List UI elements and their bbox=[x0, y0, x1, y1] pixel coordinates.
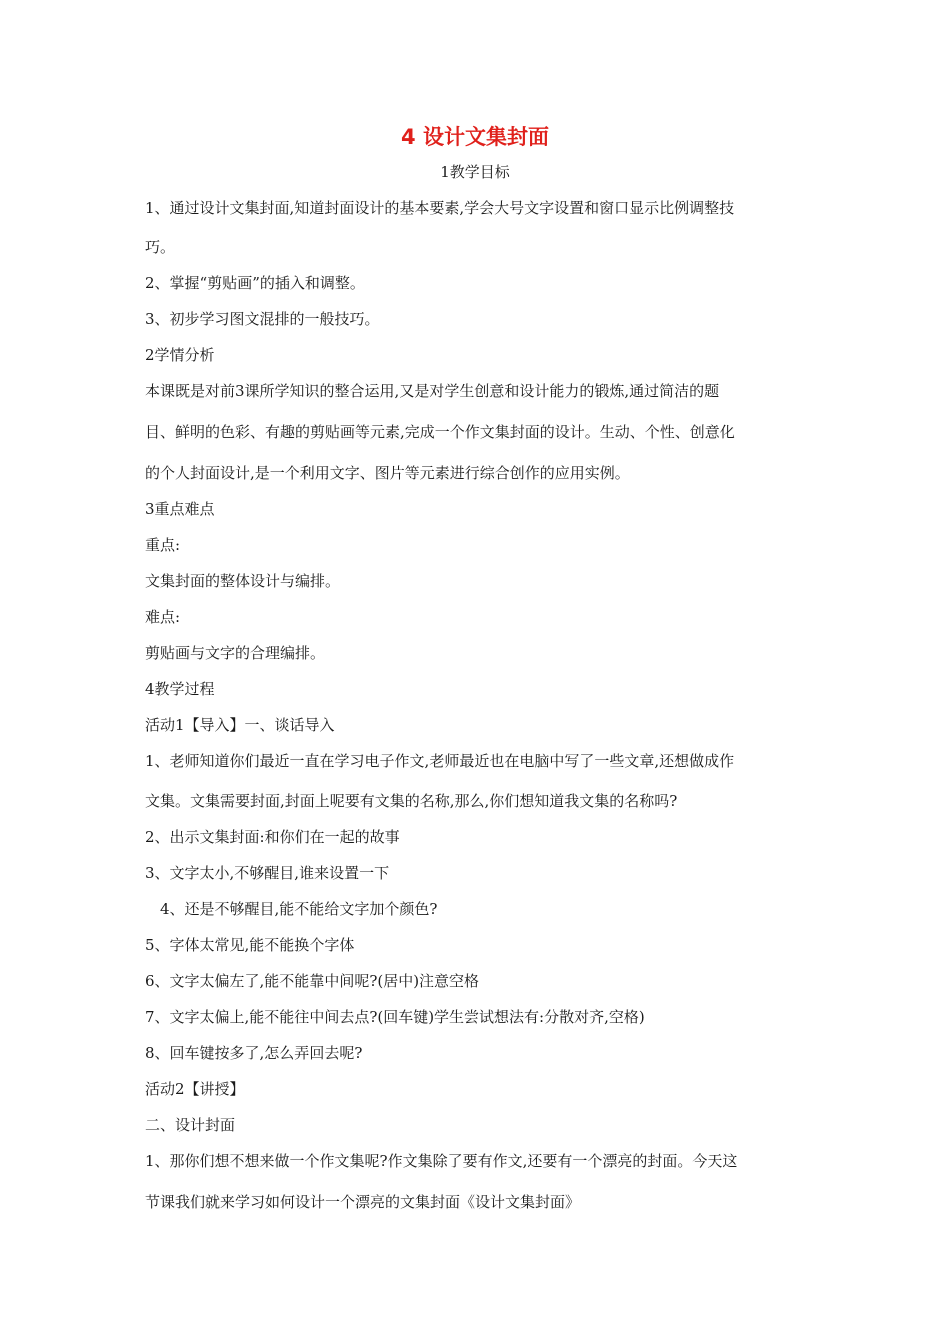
activity-1-step-5: 5、字体太常见,能不能换个字体 bbox=[145, 936, 355, 954]
goal-1-line-1: 1、通过设计文集封面,知道封面设计的基本要素,学会大号文字设置和窗口显示比例调整技 bbox=[145, 199, 735, 217]
analysis-line-2: 目、鲜明的色彩、有趣的剪贴画等元素,完成一个作文集封面的设计。生动、个性、创意化 bbox=[145, 423, 735, 441]
activity-1-step-4: 4、还是不够醒目,能不能给文字加个颜色? bbox=[160, 900, 438, 918]
activity-1-step-1-line-1: 1、老师知道你们最近一直在学习电子作文,老师最近也在电脑中写了一些文章,还想做成作 bbox=[145, 752, 735, 770]
key-point-text: 文集封面的整体设计与编排。 bbox=[145, 572, 341, 590]
section-heading-analysis: 2学情分析 bbox=[145, 346, 215, 364]
document-title: 4 设计文集封面 bbox=[401, 125, 549, 149]
difficulty-label: 难点: bbox=[145, 608, 181, 626]
activity-1-heading: 活动1【导入】一、谈话导入 bbox=[145, 716, 335, 734]
part-2-heading: 二、设计封面 bbox=[145, 1116, 236, 1134]
activity-1-step-2: 2、出示文集封面:和你们在一起的故事 bbox=[145, 828, 400, 846]
activity-1-step-6: 6、文字太偏左了,能不能靠中间呢?(居中)注意空格 bbox=[145, 972, 480, 990]
activity-1-step-1-line-2: 文集。文集需要封面,封面上呢要有文集的名称,那么,你们想知道我文集的名称吗? bbox=[145, 792, 678, 810]
activity-1-step-3: 3、文字太小,不够醒目,谁来设置一下 bbox=[145, 864, 390, 882]
section-heading-keypoints: 3重点难点 bbox=[145, 500, 215, 518]
section-heading-goals: 1教学目标 bbox=[440, 163, 510, 181]
activity-1-step-8: 8、回车键按多了,怎么弄回去呢? bbox=[145, 1044, 363, 1062]
section-heading-process: 4教学过程 bbox=[145, 680, 215, 698]
goal-2: 2、掌握“剪贴画”的插入和调整。 bbox=[145, 274, 365, 292]
activity-2-heading: 活动2【讲授】 bbox=[145, 1080, 245, 1098]
goal-1-line-2: 巧。 bbox=[145, 238, 176, 256]
goal-3: 3、初步学习图文混排的一般技巧。 bbox=[145, 310, 380, 328]
activity-2-step-1-line-2: 节课我们就来学习如何设计一个漂亮的文集封面《设计文集封面》 bbox=[145, 1193, 581, 1211]
key-point-label: 重点: bbox=[145, 536, 181, 554]
analysis-line-3: 的个人封面设计,是一个利用文字、图片等元素进行综合创作的应用实例。 bbox=[145, 464, 630, 482]
activity-1-step-7: 7、文字太偏上,能不能往中间去点?(回车键)学生尝试想法有:分散对齐,空格) bbox=[145, 1008, 645, 1026]
analysis-line-1: 本课既是对前3课所学知识的整合运用,又是对学生创意和设计能力的锻炼,通过简洁的题 bbox=[145, 382, 720, 400]
difficulty-text: 剪贴画与文字的合理编排。 bbox=[145, 644, 326, 662]
activity-2-step-1-line-1: 1、那你们想不想来做一个作文集呢?作文集除了要有作文,还要有一个漂亮的封面。今天这 bbox=[145, 1152, 738, 1170]
